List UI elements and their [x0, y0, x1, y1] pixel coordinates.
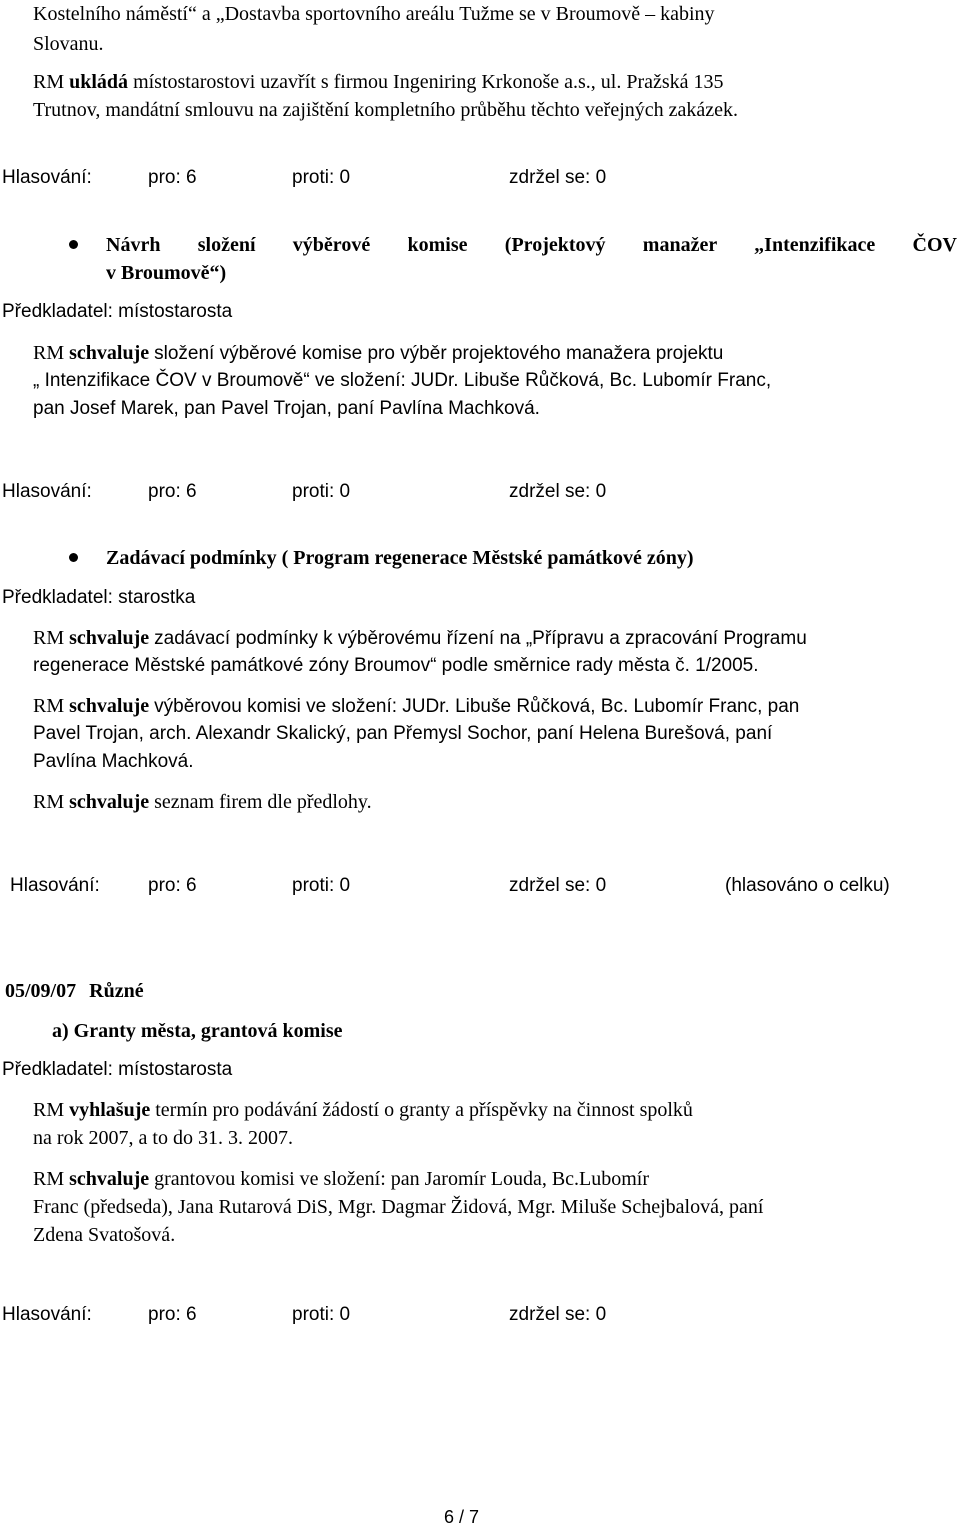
- resolution-line: RM schvaluje zadávací podmínky k výběrovému řízení na „Přípravu a zpracování Programu: [33, 627, 807, 649]
- vote-zdrzel: zdržel se: 0: [509, 481, 607, 502]
- section-title: Různé: [89, 980, 144, 1002]
- section-number: 05/09/07: [5, 980, 77, 1002]
- resolution-line: RM ukládá místostarostovi uzavřít s firmou Ingeniring Krkonoše a.s., ul. Pražská 135: [33, 71, 724, 93]
- text-line: Franc (předseda), Jana Rutarová DiS, Mgr. Dagmar Židová, Mgr. Miluše Schejbalová, paní: [33, 1196, 764, 1218]
- vote-proti: proti: 0: [292, 481, 351, 502]
- vote-proti: proti: 0: [292, 1304, 351, 1325]
- vote-zdrzel: zdržel se: 0: [509, 167, 607, 188]
- vote-label: Hlasování:: [2, 167, 92, 188]
- item-title: Zadávací podmínky ( Program regenerace Městské památkové zóny): [106, 547, 694, 569]
- vote-note: (hlasováno o celku): [725, 875, 890, 896]
- vote-label: Hlasování:: [10, 875, 100, 896]
- text-line: pan Josef Marek, pan Pavel Trojan, paní Pavlína Machková.: [33, 398, 540, 419]
- resolution-verb: schvaluje: [69, 695, 150, 717]
- resolution-verb: schvaluje: [69, 342, 150, 364]
- resolution-verb: schvaluje: [69, 627, 150, 649]
- vote-label: Hlasování:: [2, 1304, 92, 1325]
- resolution-line: RM schvaluje výběrovou komisi ve složení: JUDr. Libuše Růčková, Bc. Lubomír Franc, pan: [33, 695, 800, 717]
- section-heading: [5, 979, 144, 1003]
- predkladatel: Předkladatel: starostka: [2, 587, 196, 608]
- bullet-icon: [69, 553, 78, 562]
- vote-pro: pro: 6: [148, 1304, 197, 1325]
- text-line: Pavel Trojan, arch. Alexandr Skalický, pan Přemysl Sochor, paní Helena Burešová, paní: [33, 723, 773, 744]
- text-line: Slovanu.: [33, 33, 104, 55]
- vote-pro: pro: 6: [148, 481, 197, 502]
- resolution-line: RM schvaluje složení výběrové komise pro výběr projektového manažera projektu: [33, 342, 724, 364]
- bullet-icon: [69, 240, 78, 249]
- text-line: Zdena Svatošová.: [33, 1224, 176, 1246]
- resolution-line: RM schvaluje seznam firem dle předlohy.: [33, 791, 372, 813]
- vote-pro: pro: 6: [148, 167, 197, 188]
- predkladatel: Předkladatel: místostarosta: [2, 301, 233, 322]
- vote-pro: pro: 6: [148, 875, 197, 896]
- page-number: 6 / 7: [444, 1507, 480, 1527]
- text-line: Pavlína Machková.: [33, 751, 194, 772]
- vote-label: Hlasování:: [2, 481, 92, 502]
- resolution-verb: vyhlašuje: [69, 1099, 151, 1121]
- item-title: v Broumově“): [106, 262, 227, 284]
- vote-proti: proti: 0: [292, 875, 351, 896]
- text-line: na rok 2007, a to do 31. 3. 2007.: [33, 1127, 293, 1149]
- text-line: Trutnov, mandátní smlouvu na zajištění kompletního průběhu těchto veřejných zakázek.: [33, 99, 739, 121]
- resolution-verb: schvaluje: [69, 791, 150, 813]
- item-title: Návrh složení výběrové komise (Projektový manažer „Intenzifikace ČOV: [106, 234, 957, 256]
- resolution-line: RM vyhlašuje termín pro podávání žádostí o granty a příspěvky na činnost spolků: [33, 1099, 693, 1121]
- predkladatel: Předkladatel: místostarosta: [2, 1059, 233, 1080]
- text-line: Kostelního náměstí“ a „Dostavba sportovního areálu Tužme se v Broumově – kabiny: [33, 3, 715, 25]
- subsection-title: a) Granty města, grantová komise: [52, 1020, 343, 1042]
- resolution-line: RM schvaluje grantovou komisi ve složení: pan Jaromír Louda, Bc.Lubomír: [33, 1168, 650, 1190]
- resolution-verb: ukládá: [69, 71, 129, 93]
- resolution-verb: schvaluje: [69, 1168, 150, 1190]
- text-line: „ Intenzifikace ČOV v Broumově“ ve složení: JUDr. Libuše Růčková, Bc. Lubomír Franc,: [33, 370, 772, 391]
- vote-zdrzel: zdržel se: 0: [509, 1304, 607, 1325]
- text-line: regenerace Městské památkové zóny Broumov“ podle směrnice rady města č. 1/2005.: [33, 655, 759, 676]
- vote-zdrzel: zdržel se: 0: [509, 875, 607, 896]
- vote-proti: proti: 0: [292, 167, 351, 188]
